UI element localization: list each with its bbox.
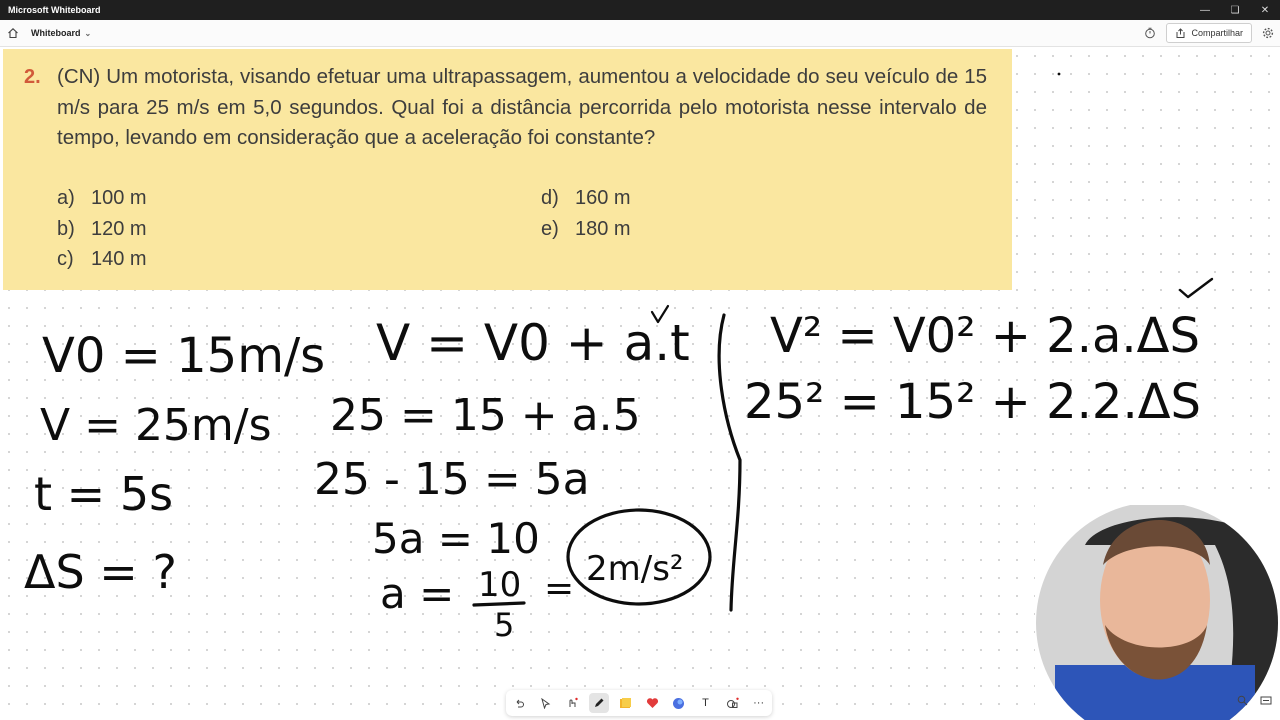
sticky-note-icon[interactable] — [616, 693, 636, 713]
option-b — [57, 218, 147, 241]
option-d — [541, 187, 631, 210]
more-icon[interactable]: ··· — [753, 697, 765, 709]
ink-given-t[interactable]: t = 5s — [34, 467, 174, 521]
fit-screen-icon[interactable] — [1260, 695, 1272, 706]
reaction-icon[interactable] — [642, 693, 662, 713]
share-label: Compartilhar — [1191, 28, 1243, 38]
share-button[interactable] — [1166, 23, 1252, 43]
select-icon[interactable] — [536, 693, 556, 713]
ink-equals[interactable]: = — [544, 568, 575, 609]
option-c — [57, 248, 147, 271]
option-letter: a) — [57, 187, 75, 209]
window-title: Microsoft Whiteboard — [8, 5, 101, 15]
home-icon[interactable] — [7, 27, 19, 39]
option-letter: b) — [57, 218, 75, 240]
window-controls — [1190, 0, 1280, 20]
more-shapes-icon[interactable] — [722, 693, 742, 713]
question-text: (CN) Um motorista, visando efetuar uma ultrapassagem, aumentou a velocidade do seu veículo de 15 m/s para 25 m/s em 5,0 segundos. Qual foi a distância percorrida pelo motorista nesse intervalo de tempo, levando em consideração que a aceleração foi constante? — [57, 65, 987, 149]
pen-icon[interactable] — [589, 693, 609, 713]
settings-gear-icon[interactable] — [1262, 27, 1274, 39]
ink-fraction-numerator[interactable]: 10 — [478, 565, 522, 605]
minimize-icon[interactable]: — — [1200, 4, 1210, 16]
webcam-overlay — [1035, 505, 1280, 720]
board-menu[interactable] — [31, 28, 91, 38]
chevron-down-icon: ⌄ — [84, 28, 92, 38]
ink-step-2[interactable]: 25 - 15 = 5a — [314, 454, 590, 505]
option-text: 160 m — [575, 187, 631, 209]
ink-step-4-lhs[interactable]: a = — [380, 569, 455, 618]
touch-icon[interactable] — [562, 693, 582, 713]
ink-step-1[interactable]: 25 = 15 + a.5 — [330, 390, 641, 441]
zoom-icon[interactable] — [1237, 695, 1248, 706]
option-text: 140 m — [91, 248, 147, 270]
share-icon — [1175, 28, 1186, 39]
option-letter: d) — [541, 187, 559, 209]
ink-given-v[interactable]: V = 25m/s — [40, 400, 272, 451]
board-name: Whiteboard — [31, 28, 81, 38]
ink-given-ds[interactable]: ΔS = ? — [24, 545, 177, 599]
presenter-video — [1035, 505, 1280, 720]
option-letter: c) — [57, 248, 74, 270]
timer-icon[interactable] — [1144, 27, 1156, 39]
option-text: 120 m — [91, 218, 147, 240]
option-text: 100 m — [91, 187, 147, 209]
option-e — [541, 218, 631, 241]
close-icon[interactable]: ✕ — [1260, 4, 1270, 16]
question-number: 2. — [24, 66, 41, 88]
shapes-icon[interactable] — [669, 693, 689, 713]
ink-given-v0[interactable]: V0 = 15m/s — [42, 328, 326, 384]
tool-dock — [506, 690, 772, 716]
option-text: 180 m — [575, 218, 631, 240]
ink-torricelli-formula[interactable]: V² = V0² + 2.a.ΔS — [770, 308, 1200, 364]
ink-answer-result[interactable]: 2m/s² — [586, 549, 684, 589]
restore-icon[interactable]: ❏ — [1230, 4, 1240, 16]
zoom-controls — [1237, 695, 1272, 706]
text-icon[interactable]: T — [702, 697, 709, 709]
option-letter: e) — [541, 218, 559, 240]
option-a — [57, 187, 147, 210]
ink-fraction-denominator[interactable]: 5 — [494, 606, 515, 644]
ink-formula-velocity[interactable]: V = V0 + a.t — [376, 314, 690, 372]
title-bar — [0, 0, 1280, 20]
ink-torricelli-substituted[interactable]: 25² = 15² + 2.2.ΔS — [744, 374, 1202, 430]
undo-icon[interactable] — [509, 693, 529, 713]
ink-step-3[interactable]: 5a = 10 — [372, 514, 540, 563]
app-toolbar — [0, 20, 1280, 47]
